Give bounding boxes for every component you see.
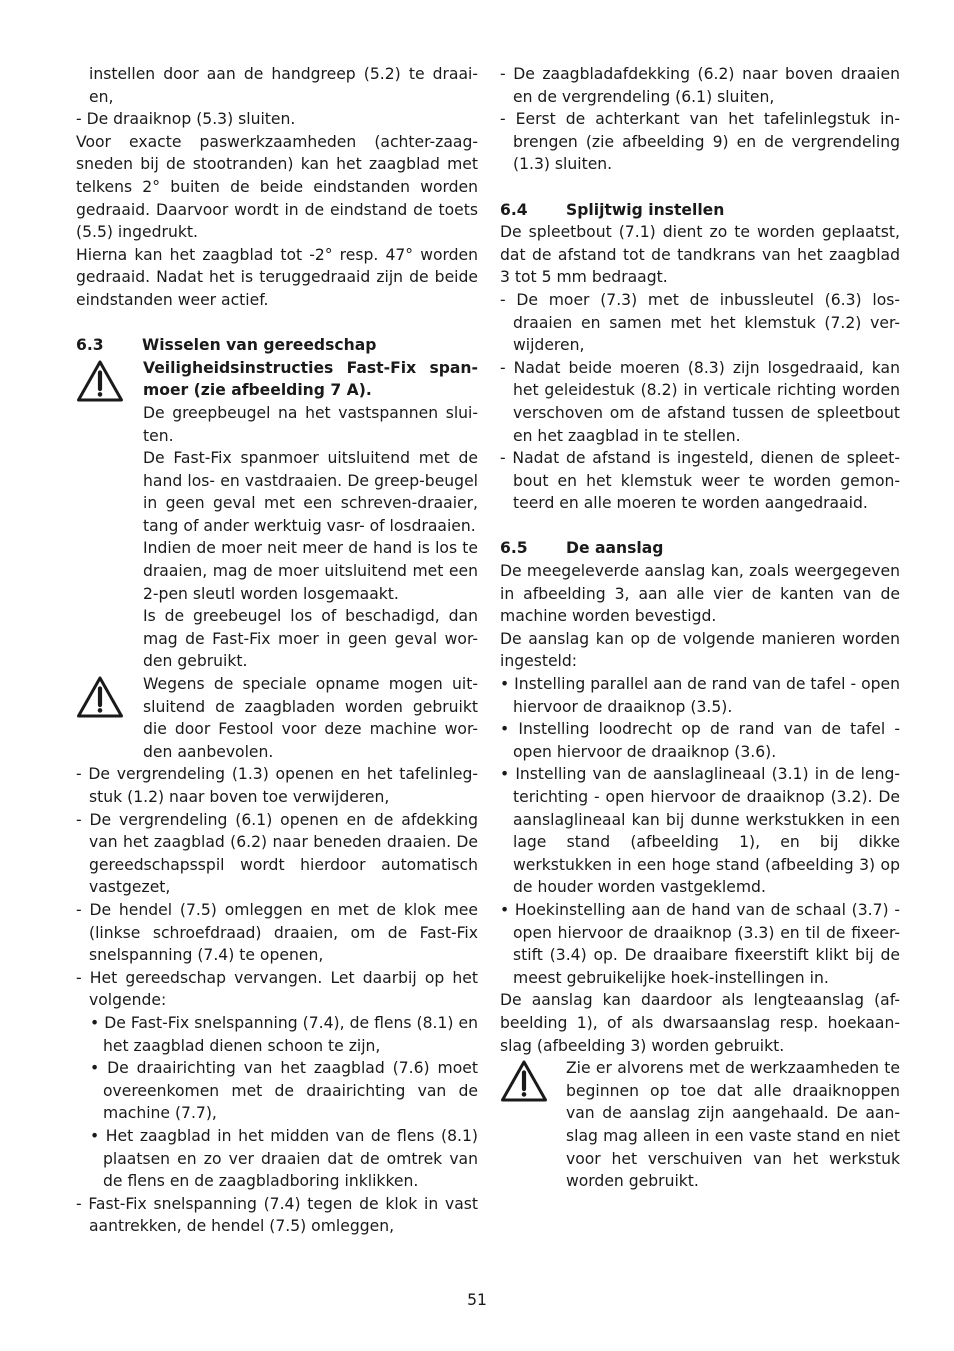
warning-text: Indien de moer neit meer de hand is los te draaien, mag de moer uitsluitend met een 2-pen sleutl worden losgemaakt. — [143, 539, 478, 603]
bullet-item: • De draairichting van het zaagblad (7.6) moet overeenkomen met de draairichting van de machine (7.7), — [90, 1059, 478, 1123]
warning-title: Veiligheidsinstructies Fast-Fix span-moer (zie afbeelding 7 A). — [143, 358, 478, 400]
paragraph: Hierna kan het zaagblad tot -2° resp. 47° worden gedraaid. Nadat het is teruggedraaid zijn de beide eindstanden weer actief. — [76, 245, 478, 309]
dash-item: - De moer (7.3) met de inbussleutel (6.3) los-draaien en samen met het klemstuk (7.2) ver-wijderen, — [500, 290, 900, 355]
section-heading-6-3 — [76, 334, 478, 357]
safety-warning-block — [500, 1057, 900, 1193]
section-title: Wisselen van gereedschap — [142, 336, 377, 355]
bullet-item: • Het zaagblad in het midden van de flens (8.1) plaatsen en zo ver draaien dat de omtrek van de flens en de zaagbladboring inklikken. — [90, 1126, 478, 1191]
warning-text: Is de greebeugel los of beschadigd, dan mag de Fast-Fix moer in geen geval wor-den gebruikt. — [143, 607, 478, 671]
bullet-item: • Instelling parallel aan de rand van de tafel - open hiervoor de draaiknop (3.5). — [500, 675, 900, 716]
warning-triangle-icon — [76, 359, 124, 403]
bullet-item: • Hoekinstelling aan de hand van de schaal (3.7) - open hiervoor de draaiknop (3.3) en til de fixeer-stift (3.4) op. De draaibare fixeerstift klikt bij de meest gebruikelijke hoek-instellingen in. — [500, 900, 900, 987]
paragraph: De aanslag kan daardoor als lengteaanslag (af-beelding 1), of als dwarsaanslag resp. hoekaan-slag (afbeelding 3) worden gebruikt. — [500, 991, 900, 1055]
dash-item: - Nadat beide moeren (8.3) zijn losgedraaid, kan het geleidestuk (8.2) in verticale richting worden verschoven om de afstand tussen de spleetbout en het zaagblad in te stellen. — [500, 358, 900, 445]
bullet-item: • Instelling loodrecht op de rand van de tafel - open hiervoor de draaiknop (3.6). — [500, 720, 900, 761]
warning-triangle-icon — [500, 1059, 548, 1103]
safety-warning-block — [76, 673, 478, 763]
warning-text: De Fast-Fix spanmoer uitsluitend met de hand los- en vastdraaien. De greep-beugel in geen geval met een schreven-draaier, tang of ander werktuig vasr- of losdraaien. — [143, 449, 478, 535]
dash-item: - Fast-Fix snelspanning (7.4) tegen de klok in vast aantrekken, de hendel (7.5) omleggen, — [76, 1194, 478, 1236]
left-column — [76, 63, 478, 1238]
warning-text: Zie er alvorens met de werkzaamheden te beginnen op toe dat alle draaiknoppen van de aanslag zijn aangehaald. De aan-slag mag alleen in een vaste stand en niet voor het verschuiven van het werkstuk worden gebruikt. — [566, 1059, 900, 1191]
section-title: De aanslag — [566, 539, 664, 558]
section-number: 6.5 — [500, 539, 528, 558]
warning-text: Wegens de speciale opname mogen uit-sluitend de zaagbladen worden gebruikt die door Festool voor deze machine wor-den aanbevolen. — [143, 675, 478, 761]
section-heading-6-5 — [500, 537, 900, 560]
dash-item: - Eerst de achterkant van het tafelinlegstuk in-brengen (zie afbeelding 9) en de vergrendeling (1.3) sluiten. — [500, 110, 900, 174]
dash-item: - Het gereedschap vervangen. Let daarbij op het volgende: — [76, 968, 478, 1010]
page-number: 51 — [467, 1291, 487, 1309]
right-column — [500, 63, 900, 1193]
dash-item: - De vergrendeling (1.3) openen en het tafelinleg-stuk (1.2) naar boven toe verwijderen, — [76, 765, 478, 806]
bullet-item: • Instelling van de aanslaglineaal (3.1) in de leng-terichting - open hiervoor de draaiknop (3.2). De aanslaglineaal kan bij dunne werkstukken in een lage stand (afbeelding 1), en bij dikke werkstukken in een hoge stand (afbeelding 3) op de houder worden vastgeklemd. — [500, 765, 900, 897]
paragraph: Voor exacte paswerkzaamheden (achter-zaag-sneden bij de stootranden) kan het zaagblad met telkens 2° buiten de beide eindstanden worden gedraaid. Daarvoor wordt in de eindstand de toets (5.5) ingedrukt. — [76, 132, 478, 242]
paragraph: De spleetbout (7.1) dient zo te worden geplaatst, dat de afstand tot de tandkrans van het zaagblad 3 tot 5 mm bedraagt. — [500, 223, 900, 287]
section-heading-6-4 — [500, 199, 900, 222]
section-number: 6.3 — [76, 336, 104, 355]
section-number: 6.4 — [500, 200, 528, 219]
dash-item: - De draaiknop (5.3) sluiten. — [76, 110, 296, 129]
dash-item: - De vergrendeling (6.1) openen en de afdekking van het zaagblad (6.2) naar beneden draaien. De gereedschapsspil wordt hierdoor automatisch vastgezet, — [76, 810, 478, 897]
section-title: Splijtwig instellen — [566, 200, 725, 219]
warning-text: De greepbeugel na het vastspannen slui-ten. — [143, 403, 478, 445]
warning-triangle-icon — [76, 675, 124, 719]
bullet-item: • De Fast-Fix snelspanning (7.4), de flens (8.1) en het zaagblad dienen schoon te zijn, — [90, 1013, 478, 1055]
safety-warning-block — [76, 357, 478, 673]
paragraph: De meegeleverde aanslag kan, zoals weergegeven in afbeelding 3, aan alle vier de kanten van de machine worden bevestigd. — [500, 562, 900, 626]
dash-item: - De hendel (7.5) omleggen en met de klok mee (linkse schroefdraad) draaien, om de Fast-Fix snelspanning (7.4) te openen, — [76, 900, 478, 965]
dash-item: - Nadat de afstand is ingesteld, dienen de spleet-bout en het klemstuk weer te worden gemon-teerd en alle moeren te worden aangedraaid. — [500, 449, 900, 513]
dash-item: - De zaagbladafdekking (6.2) naar boven draaien en de vergrendeling (6.1) sluiten, — [500, 65, 900, 106]
paragraph: instellen door aan de handgreep (5.2) te draai-en, — [89, 65, 478, 106]
paragraph: De aanslag kan op de volgende manieren worden ingesteld: — [500, 629, 900, 671]
